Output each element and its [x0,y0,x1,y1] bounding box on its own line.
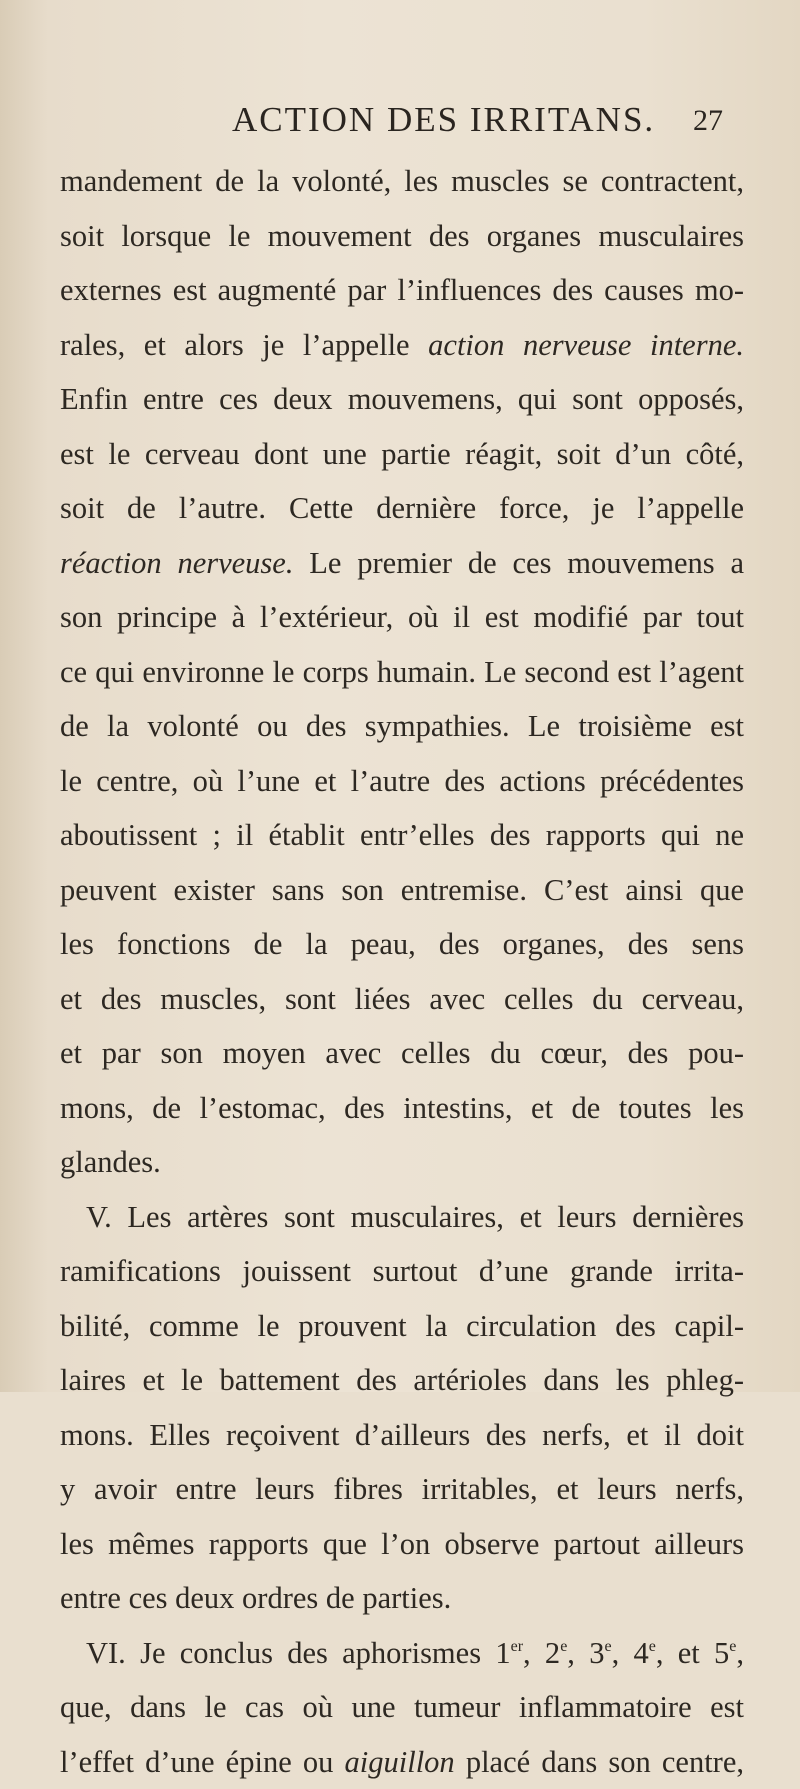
text-line-27: entre ces deux ordres de parties. [60,1571,744,1626]
italic-term: action nerveuse interne. [428,328,744,362]
text-line-14: peuvent exister sans son entremise. C’est ainsi que [60,863,744,918]
text-line-26: les mêmes rapports que l’on observe partout ailleurs [60,1517,744,1572]
text-line-20: V. Les artères sont musculaires, et leurs dernières [60,1190,744,1245]
text-line-23: laires et le battement des artérioles dans les phleg- [60,1353,744,1408]
text-line-18: mons, de l’estomac, des intestins, et de toutes les [60,1081,744,1136]
text-line-24: mons. Elles reçoivent d’ailleurs des nerfs, et il doit [60,1408,744,1463]
text-line-10: ce qui environne le corps humain. Le second est l’agent [60,645,744,700]
text-line-2: soit lorsque le mouvement des organes musculaires [60,209,744,264]
text-line-29: que, dans le cas où une tumeur inflammatoire est [60,1680,744,1735]
text-line-9: son principe à l’extérieur, où il est modifié par tout [60,590,744,645]
text-line-4: rales, et alors je l’appelle action nerveuse interne. [60,318,744,373]
text-line-3: externes est augmenté par l’influences des causes mo- [60,263,744,318]
text-line-13: aboutissent ; il établit entr’elles des rapports qui ne [60,808,744,863]
text-line-22: bilité, comme le prouvent la circulation des capil- [60,1299,744,1354]
body-text [60,154,744,1789]
text-line-19: glandes. [60,1135,744,1190]
text-line-28: VI. Je conclus des aphorismes 1er, 2e, 3e, 4e, et 5e, [60,1626,744,1681]
text-line-15: les fonctions de la peau, des organes, des sens [60,917,744,972]
text-line-8: réaction nerveuse. Le premier de ces mouvemens a [60,536,744,591]
text-line-11: de la volonté ou des sympathies. Le troisième est [60,699,744,754]
text-line-1: mandement de la volonté, les muscles se contractent, [60,154,744,209]
text-line-25: y avoir entre leurs fibres irritables, et leurs nerfs, [60,1462,744,1517]
italic-term: réaction nerveuse. [60,546,293,580]
text-line-16: et des muscles, sont liées avec celles du cerveau, [60,972,744,1027]
text-line-6: est le cerveau dont une partie réagit, soit d’un côté, [60,427,744,482]
italic-term: aiguillon [345,1745,455,1779]
page-number: 27 [693,104,723,138]
text-line-5: Enfin entre ces deux mouvemens, qui sont opposés, [60,372,744,427]
text-line-30: l’effet d’une épine ou aiguillon placé dans son centre, [60,1735,744,1789]
running-title: ACTION DES IRRITANS. [232,100,655,140]
text-line-21: ramifications jouissent surtout d’une grande irrita- [60,1244,744,1299]
text-line-12: le centre, où l’une et l’autre des actions précédentes [60,754,744,809]
text-line-7: soit de l’autre. Cette dernière force, je l’appelle [60,481,744,536]
text-line-17: et par son moyen avec celles du cœur, des pou- [60,1026,744,1081]
page-header [0,100,800,144]
